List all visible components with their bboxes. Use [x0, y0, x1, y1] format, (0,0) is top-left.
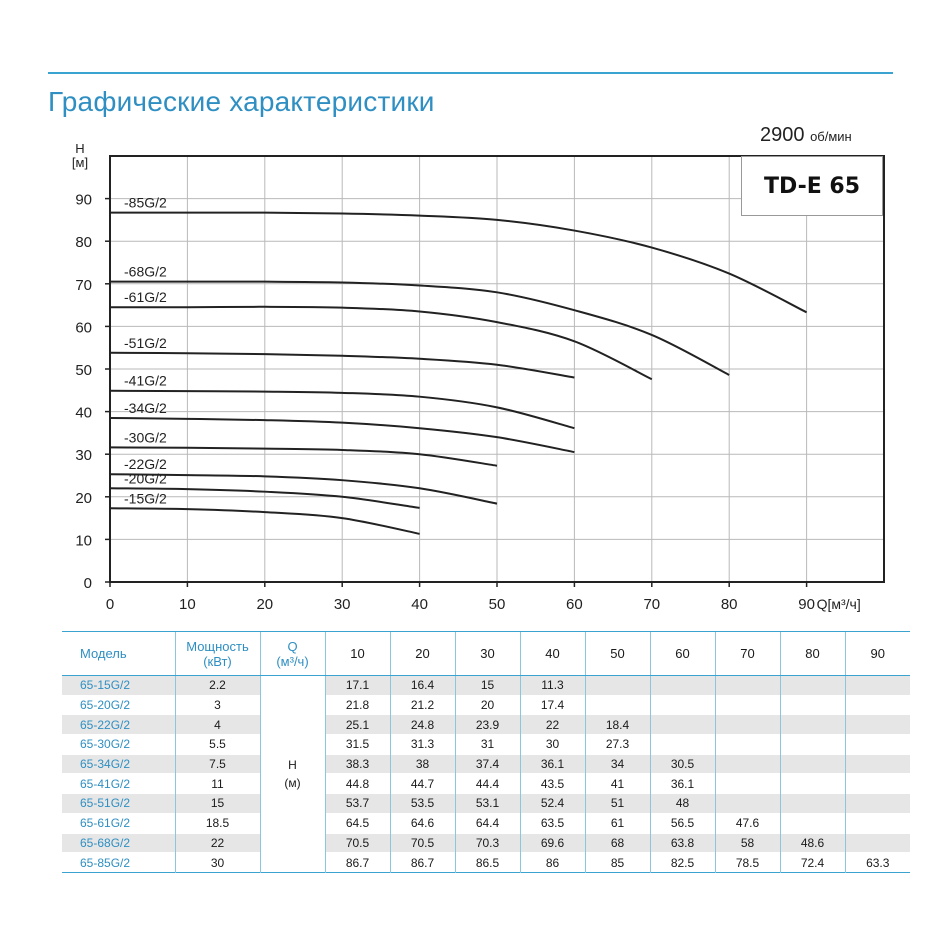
- cell-head-value: 86: [520, 853, 585, 873]
- cell-head-value: 15: [455, 676, 520, 696]
- cell-head-value: 31.5: [325, 735, 390, 755]
- header-flow: 80: [780, 632, 845, 676]
- cell-power: 4: [175, 715, 260, 735]
- cell-head-value: 31.3: [390, 735, 455, 755]
- cell-head-value: [845, 715, 910, 735]
- cell-head-value: [845, 695, 910, 715]
- header-power: [175, 632, 260, 676]
- cell-head-value: [585, 695, 650, 715]
- cell-head-value: [715, 794, 780, 814]
- curve-label: -34G/2: [124, 399, 167, 416]
- y-axis-label-bottom: [м]: [71, 155, 89, 170]
- cell-head-value: 17.4: [520, 695, 585, 715]
- cell-head-value: [715, 676, 780, 696]
- cell-head-value: 27.3: [585, 735, 650, 755]
- cell-head-value: 36.1: [520, 754, 585, 774]
- table-row: [62, 813, 910, 833]
- speed-value: 2900: [760, 124, 805, 146]
- cell-head-value: 36.1: [650, 774, 715, 794]
- cell-model: 65-20G/2: [80, 698, 131, 713]
- curve-label: -41G/2: [124, 372, 167, 389]
- cell-head-value: 82.5: [650, 853, 715, 873]
- pump-curve: [110, 213, 807, 313]
- cell-power: 30: [175, 853, 260, 873]
- x-tick-label: 30: [333, 596, 351, 613]
- cell-power: 2.2: [175, 676, 260, 696]
- header-flow: 70: [715, 632, 780, 676]
- cell-power: 22: [175, 833, 260, 853]
- table-row: [62, 735, 910, 755]
- cell-head-value: 63.8: [650, 833, 715, 853]
- cell-head-value: 21.2: [390, 695, 455, 715]
- cell-model: 65-85G/2: [80, 855, 131, 870]
- curve-label: -61G/2: [124, 289, 167, 306]
- cell-power: 3: [175, 695, 260, 715]
- cell-head-value: 61: [585, 813, 650, 833]
- cell-model: 65-30G/2: [80, 737, 131, 752]
- cell-model: 65-22G/2: [62, 715, 175, 735]
- cell-head-value: [715, 715, 780, 735]
- header-q-line1: Q: [287, 638, 298, 654]
- cell-head-value: 20: [455, 695, 520, 715]
- cell-head-value: [780, 813, 845, 833]
- cell-head-value: 51: [585, 794, 650, 814]
- cell-head-value: 30.5: [650, 754, 715, 774]
- cell-model: 65-51G/2: [62, 794, 175, 814]
- cell-head-value: 63.5: [520, 813, 585, 833]
- y-tick-label: 80: [75, 234, 92, 252]
- cell-head-value: 16.4: [390, 676, 455, 696]
- header-flow: 10: [325, 632, 390, 676]
- curve-label: -51G/2: [124, 334, 167, 351]
- cell-head-value: [585, 676, 650, 696]
- table-row: [62, 754, 910, 774]
- x-tick-label: 60: [566, 596, 583, 613]
- header-flow: 90: [845, 632, 910, 676]
- cell-head-value: [650, 735, 715, 755]
- curve-label: -20G/2: [124, 470, 167, 487]
- curve-label: -30G/2: [124, 429, 167, 446]
- y-tick-label: 90: [75, 191, 92, 209]
- cell-model: 65-15G/2: [62, 676, 175, 696]
- cell-power: 18.5: [175, 813, 260, 833]
- cell-head-value: 48: [650, 794, 715, 814]
- cell-head-value: 86.7: [325, 853, 390, 873]
- cell-head-value: [845, 735, 910, 755]
- table-body: [62, 676, 910, 873]
- header-power-line1: Мощность: [186, 638, 249, 654]
- cell-head-value: 69.6: [520, 833, 585, 853]
- cell-head-value: [845, 833, 910, 853]
- curve-label: -15G/2: [124, 490, 167, 507]
- cell-head-value: [650, 715, 715, 735]
- table-row: [62, 774, 910, 794]
- cell-head-value: 47.6: [715, 813, 780, 833]
- cell-head-value: 63.3: [845, 853, 910, 873]
- x-tick-label: 90: [798, 596, 815, 613]
- cell-head-value: [780, 754, 845, 774]
- x-tick-label: 0: [105, 596, 115, 613]
- cell-head-value: [845, 813, 910, 833]
- y-tick-label: 70: [75, 276, 92, 294]
- y-axis-label-top: H: [75, 141, 85, 156]
- cell-head-value: 23.9: [455, 715, 520, 735]
- cell-head-value: 68: [585, 833, 650, 853]
- pump-curve: [110, 307, 652, 379]
- cell-head-value: 24.8: [390, 715, 455, 735]
- cell-head-value: 64.6: [390, 813, 455, 833]
- head-unit-cell: [260, 676, 325, 873]
- cell-head-value: 78.5: [715, 853, 780, 873]
- head-unit-line2: (м): [284, 775, 301, 790]
- cell-head-value: [780, 676, 845, 696]
- x-axis-label: Q[м³/ч]: [816, 596, 861, 612]
- table-row: [62, 695, 910, 715]
- cell-head-value: [715, 695, 780, 715]
- header-model: Модель: [62, 632, 175, 676]
- cell-head-value: 44.8: [325, 774, 390, 794]
- y-tick-label: 40: [75, 404, 92, 422]
- curve-label: -22G/2: [124, 456, 167, 473]
- header-power-line2: (кВт): [203, 653, 232, 669]
- x-tick-label: 20: [256, 596, 274, 613]
- cell-head-value: 52.4: [520, 794, 585, 814]
- cell-head-value: 48.6: [780, 833, 845, 853]
- y-tick-label: 30: [75, 447, 92, 465]
- cell-head-value: 41: [585, 774, 650, 794]
- cell-power: 11: [175, 774, 260, 794]
- y-tick-label: 20: [75, 489, 92, 507]
- header-flow: 40: [520, 632, 585, 676]
- cell-head-value: 70.5: [390, 833, 455, 853]
- cell-head-value: 17.1: [325, 676, 390, 696]
- cell-head-value: 22: [520, 715, 585, 735]
- table-row: [62, 853, 910, 873]
- cell-head-value: 53.5: [390, 794, 455, 814]
- curve-label: -68G/2: [124, 263, 167, 280]
- head-unit-line1: H: [288, 757, 297, 772]
- table-row: [62, 794, 910, 814]
- cell-head-value: [780, 774, 845, 794]
- header-q-line2: (м³/ч): [276, 653, 309, 669]
- cell-head-value: 11.3: [520, 676, 585, 696]
- table-header-row: [62, 632, 910, 676]
- page-title: Графические характеристики: [48, 86, 435, 117]
- cell-head-value: 86.7: [390, 853, 455, 873]
- cell-head-value: [845, 774, 910, 794]
- cell-head-value: 31: [455, 735, 520, 755]
- cell-head-value: [780, 794, 845, 814]
- cell-head-value: [845, 676, 910, 696]
- cell-head-value: 64.5: [325, 813, 390, 833]
- cell-head-value: 64.4: [455, 813, 520, 833]
- y-tick-label: 10: [75, 532, 92, 550]
- model-label-box: [741, 156, 883, 216]
- cell-head-value: [780, 735, 845, 755]
- model-label: TD-E 65: [763, 173, 861, 199]
- cell-head-value: [715, 735, 780, 755]
- cell-head-value: [780, 715, 845, 735]
- curve-label: -85G/2: [124, 194, 167, 211]
- cell-head-value: 44.7: [390, 774, 455, 794]
- cell-model: 65-41G/2: [80, 776, 131, 791]
- header-flow: 30: [455, 632, 520, 676]
- speed-unit: об/мин: [810, 129, 852, 144]
- cell-head-value: 72.4: [780, 853, 845, 873]
- cell-model: 65-68G/2: [62, 833, 175, 853]
- spec-table: [62, 631, 910, 873]
- cell-head-value: 38.3: [325, 754, 390, 774]
- cell-head-value: 43.5: [520, 774, 585, 794]
- y-tick-label: 0: [83, 575, 92, 592]
- cell-power: 15: [175, 794, 260, 814]
- y-tick-label: 60: [75, 319, 92, 337]
- cell-head-value: 86.5: [455, 853, 520, 873]
- cell-head-value: 53.7: [325, 794, 390, 814]
- cell-head-value: 58: [715, 833, 780, 853]
- cell-head-value: [650, 695, 715, 715]
- cell-head-value: 37.4: [455, 754, 520, 774]
- cell-model: 65-34G/2: [62, 754, 175, 774]
- x-tick-label: 50: [488, 596, 506, 613]
- table-row: [62, 715, 910, 735]
- cell-head-value: [650, 676, 715, 696]
- x-tick-label: 70: [643, 596, 661, 613]
- cell-head-value: 38: [390, 754, 455, 774]
- cell-head-value: [780, 695, 845, 715]
- table-row: [62, 833, 910, 853]
- cell-power: 7.5: [175, 754, 260, 774]
- cell-model: 65-61G/2: [80, 816, 131, 831]
- cell-head-value: 53.1: [455, 794, 520, 814]
- cell-head-value: 18.4: [585, 715, 650, 735]
- cell-head-value: [715, 774, 780, 794]
- cell-head-value: 25.1: [325, 715, 390, 735]
- cell-head-value: 44.4: [455, 774, 520, 794]
- cell-head-value: 34: [585, 754, 650, 774]
- x-tick-label: 80: [720, 596, 738, 613]
- pump-curve: [110, 447, 497, 465]
- cell-head-value: 30: [520, 735, 585, 755]
- cell-power: 5.5: [175, 735, 260, 755]
- header-flow: 50: [585, 632, 650, 676]
- x-tick-label: 10: [179, 596, 196, 613]
- cell-head-value: 21.8: [325, 695, 390, 715]
- cell-head-value: [845, 794, 910, 814]
- cell-head-value: 56.5: [650, 813, 715, 833]
- cell-head-value: 70.5: [325, 833, 390, 853]
- header-flow: 60: [650, 632, 715, 676]
- header-flow: 20: [390, 632, 455, 676]
- x-tick-label: 40: [411, 596, 428, 613]
- cell-head-value: 85: [585, 853, 650, 873]
- y-tick-label: 50: [75, 362, 92, 379]
- table-row: [62, 676, 910, 696]
- header-q: [260, 632, 325, 676]
- cell-head-value: [715, 754, 780, 774]
- cell-head-value: 70.3: [455, 833, 520, 853]
- cell-head-value: [845, 754, 910, 774]
